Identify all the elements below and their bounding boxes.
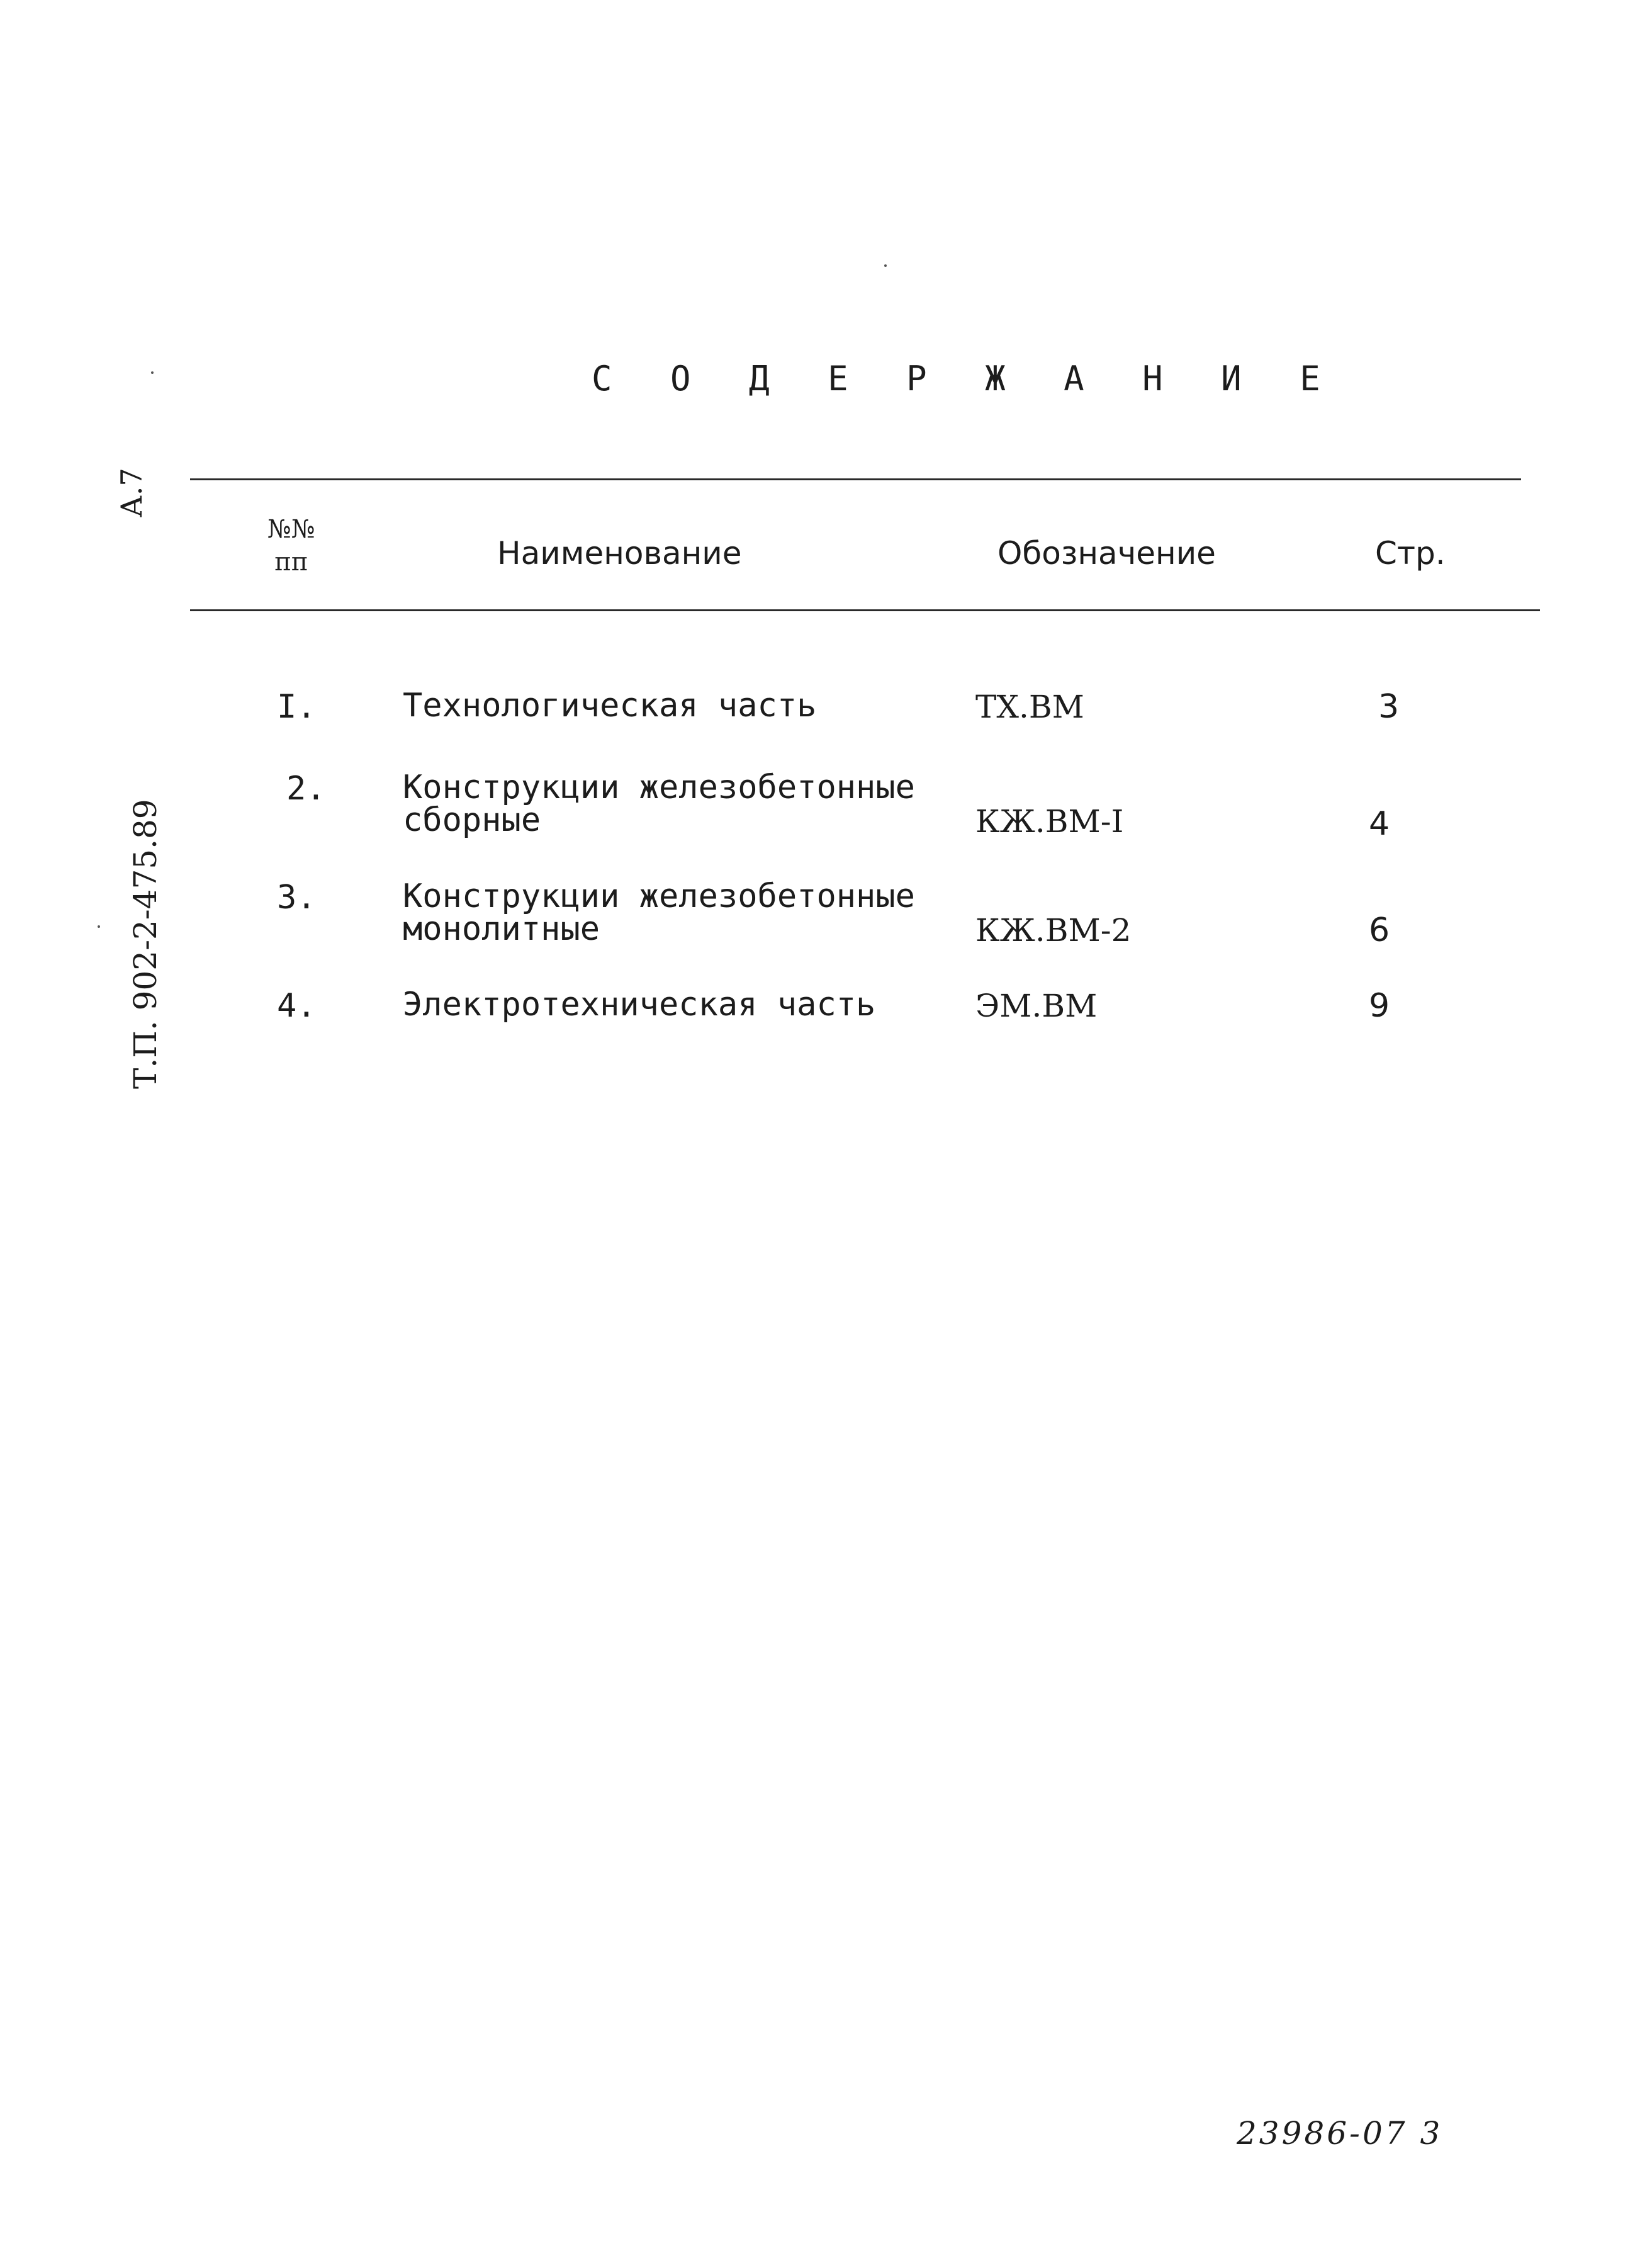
row-number: 4. [277,987,317,1025]
row-name [403,986,876,1024]
row-code: ЭМ.ВМ [975,988,1098,1024]
row-name [403,771,915,837]
header-number [267,513,315,578]
row-name-line1: Конструкции железобетонные [403,877,915,915]
scan-speck [151,371,154,374]
header-number-line1: №№ [267,515,315,544]
table-header-rule [190,609,1540,611]
side-label-top: А.7 [115,468,149,517]
scan-speck [884,264,887,267]
row-number: I. [277,688,317,726]
table-top-rule [190,478,1521,480]
row-page: 4 [1369,805,1390,843]
row-page: 6 [1369,911,1390,949]
side-label-code: Т.П. 902-2-475.89 [127,799,164,1089]
row-code: КЖ.ВМ-I [975,803,1124,840]
document-title: С О Д Е Р Ж А Н И Е [592,359,1339,398]
row-name-line1: Электротехническая часть [403,986,876,1024]
header-name: Наименование [497,535,742,572]
row-number: 3. [277,879,317,917]
row-code: ТХ.ВМ [975,689,1084,725]
row-number: 2. [286,770,326,808]
header-number-line2: пп [274,548,308,577]
row-page: 9 [1369,987,1390,1025]
footer-code: 23986-07 3 [1237,2115,1443,2152]
row-name [403,687,817,725]
row-page: 3 [1378,688,1400,726]
scan-speck [98,925,100,928]
header-page: Стр. [1375,535,1446,572]
row-name-line2: монолитные [403,910,600,948]
row-name-line1: Конструкции железобетонные [403,769,915,806]
row-code: КЖ.ВМ-2 [975,912,1132,949]
row-name-line2: сборные [403,801,541,839]
header-code: Обозначение [997,535,1216,572]
row-name-line1: Технологическая часть [403,687,817,725]
row-name [403,877,915,948]
